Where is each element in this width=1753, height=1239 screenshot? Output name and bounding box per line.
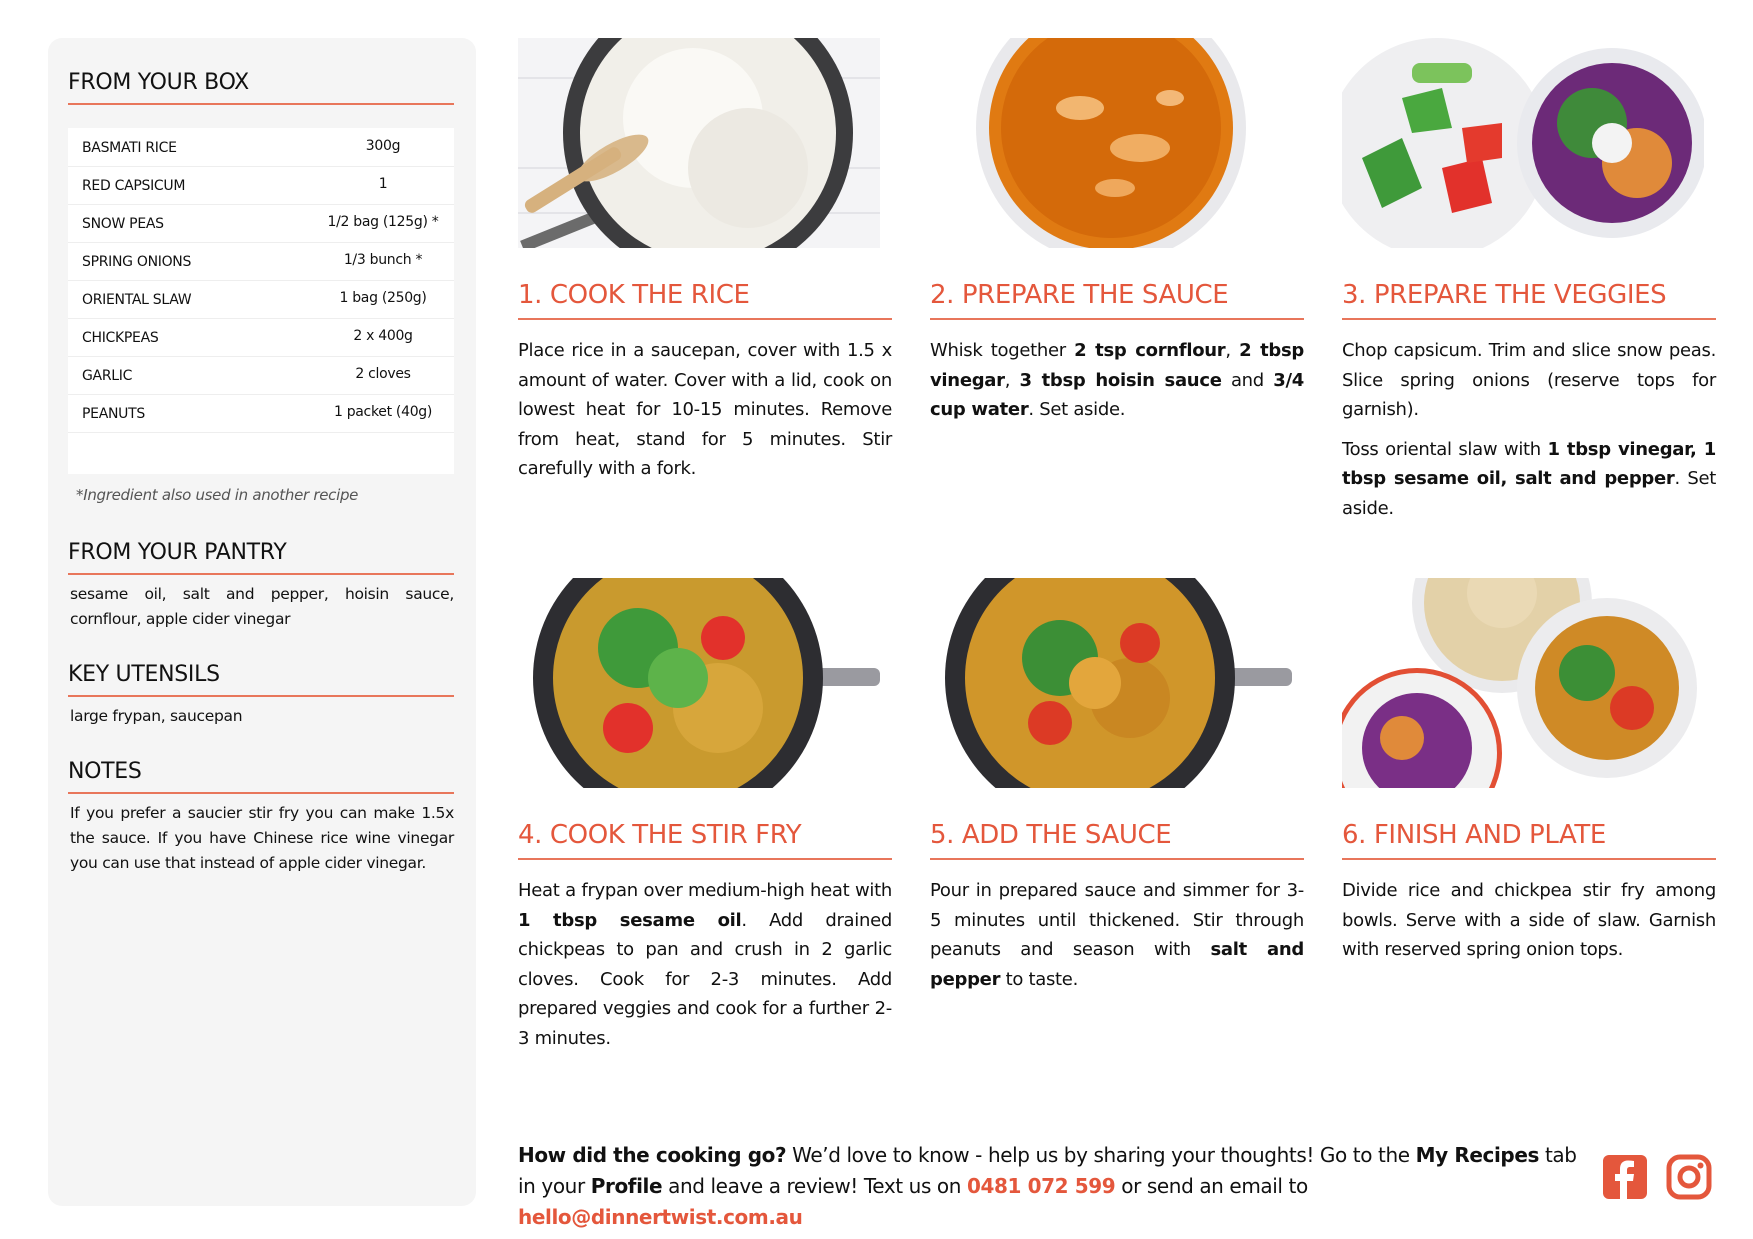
ingredient-name: ORIENTAL SLAW [82,292,192,308]
table-row [68,242,454,281]
step-2-title: 2. PREPARE THE SAUCE [930,280,1304,320]
text-run: . Set aside. [1028,399,1126,420]
instagram-icon[interactable] [1666,1154,1712,1200]
step-1-title: 1. COOK THE RICE [518,280,892,320]
ingredient-name: CHICKPEAS [82,330,159,346]
text-run: and [1221,369,1274,391]
pantry-title: FROM YOUR PANTRY [68,540,454,575]
bold-run: 1 tbsp vinegar, 1 tbsp sesame oil, salt and pepper [1342,438,1716,489]
text-run: . Add drained chickpeas to pan and crush in 2 garlic cloves. Cook for 2-3 minutes. Add prepared veggies and cook for a further 2-3 minutes. [518,909,892,1049]
phone-link[interactable]: 0481 072 599 [967,1174,1116,1198]
ingredient-name: GARLIC [82,368,133,384]
footer-bold: How did the cooking go? [518,1143,787,1167]
ingredient-footnote: *Ingredient also used in another recipe [76,486,359,504]
utensils-text: large frypan, saucepan [70,707,243,725]
bold-run: 2 tsp cornflour [1074,340,1226,361]
ingredients-sidebar [48,38,476,1206]
ingredient-qty: 1/3 bunch * [343,252,423,268]
text-run: , [1225,340,1240,361]
my-recipes-link-text: My Recipes [1415,1143,1539,1167]
bold-run: 1 tbsp sesame oil [518,909,742,931]
table-row [68,128,454,167]
ingredient-name: SPRING ONIONS [82,254,192,270]
ingredient-qty: 2 cloves [355,366,411,382]
facebook-icon[interactable] [1602,1154,1648,1200]
bold-run: salt and pepper [930,939,1304,990]
ingredient-name: PEANUTS [82,406,145,422]
text-run: Pour in prepared sauce and simmer for 3-5 minutes until thickened. Stir through peanuts and season with [930,880,1304,960]
footer-text: and leave a review! Text us on [662,1174,967,1198]
step-2-paragraph [930,336,1304,425]
text-run: , [1004,369,1020,391]
step-4-text [518,876,892,1063]
step-5-title: 5. ADD THE SAUCE [930,820,1304,860]
table-row [68,356,454,395]
step-5-text [930,876,1304,1004]
ingredient-qty: 1/2 bag (125g) * [327,214,439,230]
sauce-photo [930,38,1292,248]
bold-run: 3/4 cup water [930,369,1305,420]
bold-run: 2 tbsp vinegar [930,340,1304,391]
step-6-paragraph: Divide rice and chickpea stir fry among bowls. Serve with a side of slaw. Garnish with reserved spring onion tops. [1342,880,1716,960]
ingredient-name: SNOW PEAS [82,216,164,232]
ingredients-table [68,128,454,474]
feedback-footer [518,1140,1578,1233]
step-2-text [930,336,1304,435]
ingredient-qty: 1 packet (40g) [333,404,433,420]
pantry-text: sesame oil, salt and pepper, hoisin sauce, cornflour, apple cider vinegar [70,585,454,628]
table-row [68,166,454,205]
step-3-title: 3. PREPARE THE VEGGIES [1342,280,1716,320]
footer-text: or send an email to [1115,1174,1308,1198]
add-sauce-photo [930,578,1292,788]
notes-title: NOTES [68,759,454,794]
step-3-paragraph-2 [1342,435,1716,524]
rice-photo [518,38,880,248]
ingredient-qty: 1 bag (250g) [339,290,427,306]
step-6-title: 6. FINISH AND PLATE [1342,820,1716,860]
from-box-title: FROM YOUR BOX [68,70,454,105]
step-3-paragraph-1: Chop capsicum. Trim and slice snow peas. Slice spring onions (reserve tops for garnish). [1342,340,1716,420]
ingredient-name: BASMATI RICE [82,140,177,156]
table-row [68,280,454,319]
table-row [68,204,454,243]
ingredient-qty: 300g [365,138,401,154]
step-4-paragraph [518,876,892,1053]
step-5-paragraph [930,876,1304,994]
ingredient-qty: 2 x 400g [353,328,413,344]
profile-link-text: Profile [590,1174,663,1198]
table-row [68,318,454,357]
text-run: to taste. [1000,968,1078,990]
notes-text: If you prefer a saucier stir fry you can make 1.5x the sauce. If you have Chinese rice wine vinegar you can use that instead of apple cider vinegar. [70,804,454,872]
bold-run: 3 tbsp hoisin sauce [1019,369,1222,391]
footer-text: tab in your [518,1143,1577,1198]
step-1-paragraph: Place rice in a saucepan, cover with 1.5 x amount of water. Cover with a lid, cook on lowest heat for 10-15 minutes. Remove from heat, stand for 5 minutes. Stir carefully with a fork. [518,340,892,479]
veggies-photo [1342,38,1704,248]
ingredient-qty: 1 [378,176,388,192]
text-run: Heat a frypan over medium-high heat with [518,880,892,901]
step-4-title: 4. COOK THE STIR FRY [518,820,892,860]
ingredient-name: RED CAPSICUM [82,178,186,194]
table-row [68,394,454,433]
stir-fry-photo [518,578,880,788]
email-link[interactable]: hello@dinnertwist.com.au [518,1205,803,1229]
text-run: Whisk together [930,340,1075,361]
text-run: Toss oriental slaw with [1342,438,1548,460]
step-3-text [1342,336,1716,533]
footer-text: We’d love to know - help us by sharing your thoughts! Go to the [786,1143,1416,1167]
plate-photo [1342,578,1704,788]
step-1-text [518,336,892,494]
text-run: . Set aside. [1342,468,1716,519]
step-6-text [1342,876,1716,975]
utensils-title: KEY UTENSILS [68,662,454,697]
